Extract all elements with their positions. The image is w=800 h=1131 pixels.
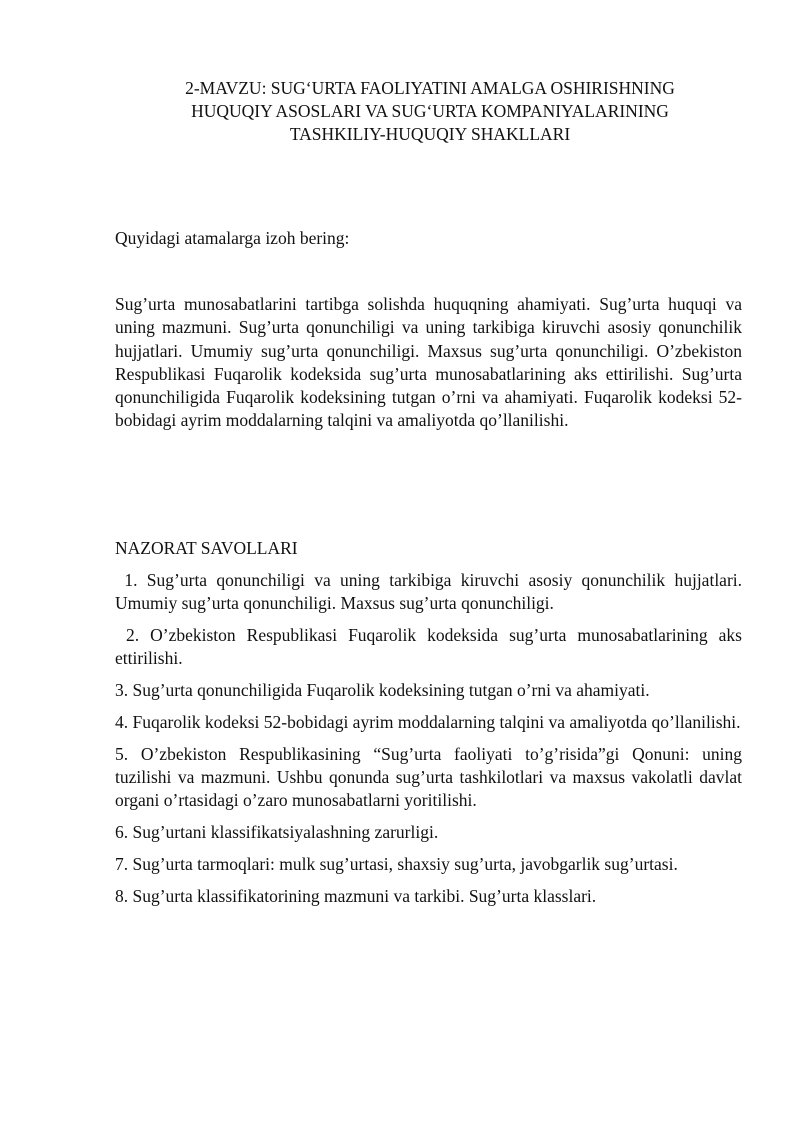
title-line: HUQUQIY ASOSLARI VA SUG‘URTA KOMPANIYALARINING [191, 101, 669, 121]
question-item: 8. Sug’urta klassifikatorining mazmuni va tarkibi. Sug’urta klasslari. [115, 886, 597, 906]
question-item: 6. Sug’urtani klassifikatsiyalashning zarurligi. [115, 822, 439, 842]
question-item: 3. Sug’urta qonunchiligida Fuqarolik kodeksining tutgan o’rni va ahamiyati. [115, 680, 650, 700]
topic-paragraph: Sug’urta munosabatlarini tartibga solishda huquqning ahamiyati. Sug’urta huquqi va uning mazmuni. Sug’urta qonunchiligi va uning tarkibiga kiruvchi asosiy qonunchilik hujjatlari. Umumiy sug’urta qonunchiligi. Maxsus sug’urta qonunchiligi. O’zbekiston Respublikasi Fuqarolik kodeksida sug’urta munosabatlarining aks ettirilishi. Sug’urta qonunchiligida Fuqarolik kodeksining tutgan o’rni va ahamiyati. Fuqarolik kodeksi 52-bobidagi ayrim moddalarning talqini va amaliyotda qo’llanilishi. [115, 294, 742, 431]
question-item: 4. Fuqarolik kodeksi 52-bobidagi ayrim moddalarning talqini va amaliyotda qo’llanilishi. [115, 712, 741, 732]
questions-list [115, 569, 747, 917]
title-line: TASHKILIY-HUQUQIY SHAKLLARI [289, 124, 571, 144]
intro-text: Quyidagi atamalarga izoh bering: [115, 228, 350, 248]
title-line: 2-MAVZU: SUG‘URTA FAOLIYATINI AMALGA OSHIRISHNING [185, 78, 675, 98]
question-item: 7. Sug’urta tarmoqlari: mulk sug’urtasi, shaxsiy sug’urta, javobgarlik sug’urtasi. [115, 854, 678, 874]
question-item: 2. O’zbekiston Respublikasi Fuqarolik kodeksida sug’urta munosabatlarining aks ettirilishi. [115, 625, 747, 668]
question-item: 5. O’zbekiston Respublikasining “Sug’urta faoliyati to’g’risida”gi Qonuni: uning tuzilishi va mazmuni. Ushbu qonunda sug’urta tashkilotlari va maxsus vakolatli davlat organi o’rtasidagi o’zaro munosabatlarni yoritilishi. [115, 744, 742, 810]
document-title [120, 77, 740, 146]
question-item: 1. Sug’urta qonunchiligi va uning tarkibiga kiruvchi asosiy qonunchilik hujjatlari. Umumiy sug’urta qonunchiligi. Maxsus sug’urta qonunchiligi. [115, 570, 747, 613]
section-heading: NAZORAT SAVOLLARI [115, 538, 298, 558]
